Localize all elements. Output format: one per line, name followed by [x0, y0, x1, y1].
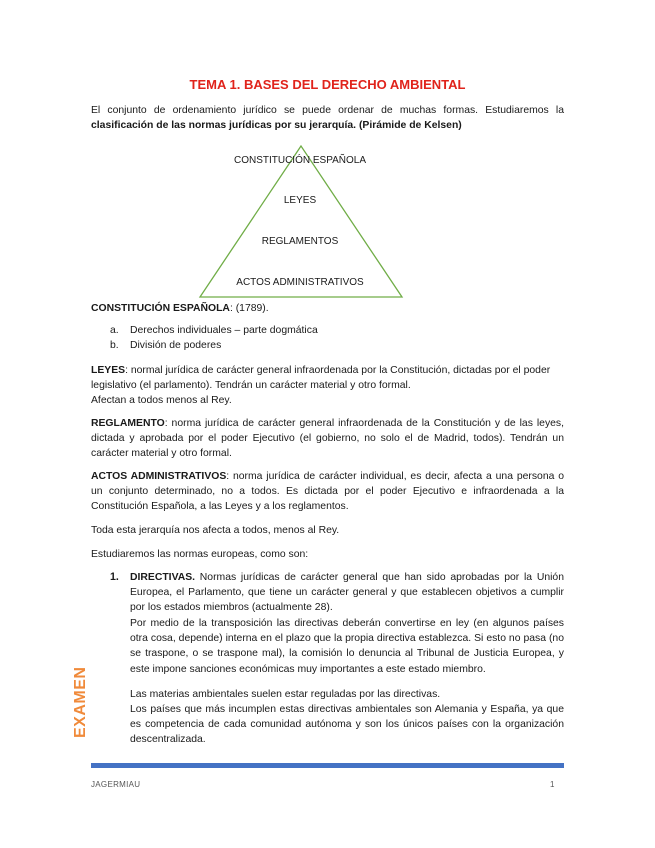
examen-stamp: EXAMEN	[72, 666, 89, 738]
paises-paragraph: Los países que más incumplen estas directivas ambientales son Alemania y España, ya que es competencia de cada comunidad autónoma y son los únicos países con la organización descentralizada.	[130, 704, 564, 746]
constitucion-heading-line: CONSTITUCIÓN ESPAÑOLA: (1789).	[91, 303, 269, 314]
footer-author: JAGERMIAU	[91, 780, 141, 789]
pyramid-level-leyes: LEYES	[283, 195, 317, 206]
pyramid-level-actos: ACTOS ADMINISTRATIVOS	[236, 277, 364, 288]
intro-paragraph: El conjunto de ordenamiento jurídico se puede ordenar de muchas formas. Estudiaremos la clasificación de las normas jurídicas por su jerarquía. (Pirámide de Kelsen)	[91, 105, 564, 132]
reglamento-paragraph: REGLAMENTO: norma jurídica de carácter general infraordenada de la Constitución y de las leyes, dictada y aprobada por el poder Ejecutivo (el gobierno, no solo el de Madrid, todos). Tendrán un carácter material y otro formal.	[91, 418, 564, 460]
afecta-paragraph: Toda esta jerarquía nos afecta a todos, menos al Rey.	[91, 525, 340, 536]
materias-paragraph: Las materias ambientales suelen estar reguladas por las directivas.	[130, 689, 441, 700]
directivas-paragraph: DIRECTIVAS. Normas jurídicas de carácter general que han sido aprobadas por la Unión Europea, el Parlamento, que tiene un carácter general y que establecen objetivos a cumplir por los estados miembros (actualmente 28).	[130, 572, 564, 614]
list-item: a. Derechos individuales – parte dogmática	[110, 325, 318, 336]
pyramid-level-reglamentos: REGLAMENTOS	[261, 236, 339, 247]
transposicion-paragraph: Por medio de la transposición las directivas deberán convertirse en ley (en algunos países otra cosa, depende) interna en el plazo que la propia directiva establezca. Si esto no pasa (no se traspone, o se traspone mal), la comisión lo denuncia al Tribunal de Justicia Europea, y este impone sanciones económicas muy importantes a este estado miembro.	[130, 618, 564, 675]
page-number: 1	[550, 780, 555, 789]
constitucion-list	[110, 323, 318, 353]
estudiaremos-paragraph: Estudiaremos las normas europeas, como son:	[91, 549, 309, 560]
leyes-paragraph: LEYES: normal jurídica de carácter general infraordenada por la Constitución, dictadas por el poder legislativo (el parlamento). Tendrán un carácter material y otro formal. Afectan a todos menos al Rey.	[91, 365, 551, 407]
directivas-number: 1.	[110, 571, 119, 583]
pyramid-level-constitucion: CONSTITUCIÓN ESPAÑOLA	[233, 155, 367, 166]
actos-paragraph: ACTOS ADMINISTRATIVOS: norma jurídica de carácter individual, es decir, afecta a una persona o un conjunto determinado, no a todos. Es dictada por el poder Ejecutivo e infraordenada a la Constitución Española, a las Leyes y a los reglamentos.	[91, 471, 564, 513]
document-title: TEMA 1. BASES DEL DERECHO AMBIENTAL	[189, 77, 466, 92]
list-item: b. División de poderes	[110, 340, 222, 352]
footer-divider	[91, 763, 564, 768]
